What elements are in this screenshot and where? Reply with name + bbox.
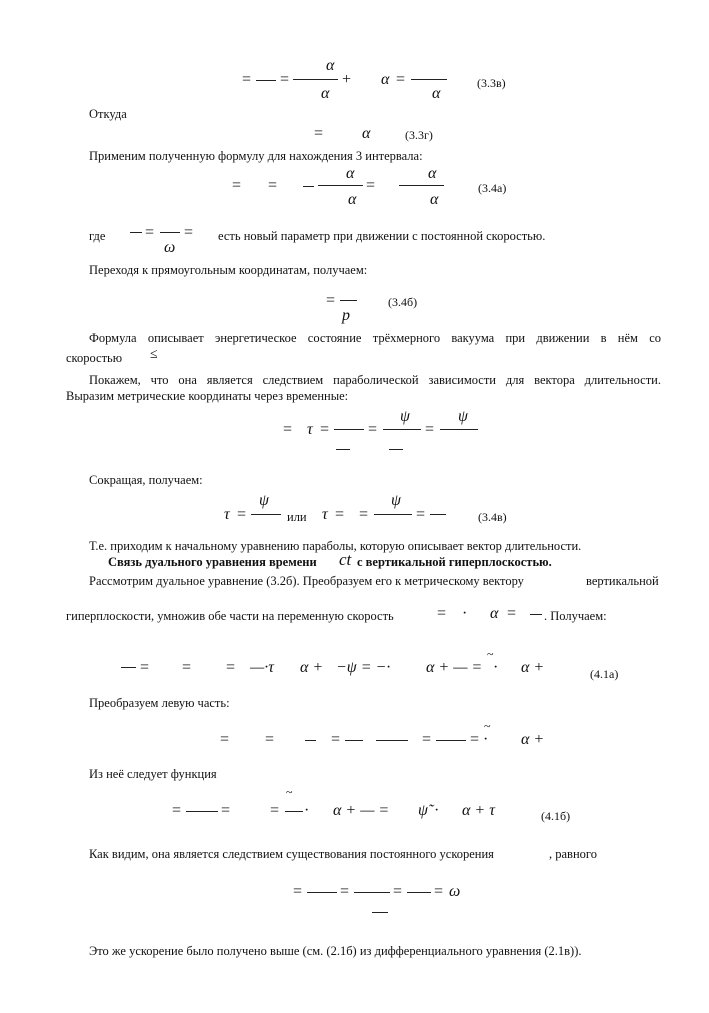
text-pokazhem-line2: Выразим метрические координаты через временные:: [66, 389, 349, 403]
text-kak-vidim-b: , равного: [549, 847, 597, 861]
eq-number-4-1b: (4.1б): [541, 809, 571, 823]
eq-4-1a-alpha-plus-1: α +: [300, 659, 324, 676]
text-sokraschaya: Сокращая, получаем:: [89, 473, 203, 487]
giper-dot: ·: [462, 605, 468, 622]
symbol-le: ≤: [150, 347, 158, 362]
eq-3-4a-minus-line: [303, 186, 314, 187]
eq-metric-sign-2: =: [320, 421, 330, 438]
eq-4-1a-line-1: [121, 667, 136, 668]
text-pokazhem-line1: Покажем, что она является следствием параболической зависимости для вектора длительности.: [89, 373, 661, 387]
text-giper-a: гиперплоскости, умножив обе части на переменную скорость: [66, 609, 394, 623]
eq-3-3v-sign-1: =: [242, 71, 252, 88]
text-otkuda: Откуда: [89, 107, 127, 121]
section-heading-a: Связь дуального уравнения времени: [108, 555, 317, 569]
text-preobrazuem: Преобразуем левую часть:: [89, 696, 230, 710]
eq-3-4v-sign-1: =: [237, 506, 247, 523]
eq-metric-psi-2: ψ: [458, 408, 468, 425]
text-perehodya: Переходя к прямоугольным координатам, получаем:: [89, 263, 368, 277]
eq-3-4a-alpha-den: α: [348, 191, 357, 208]
eq-3-4v-tau-1: τ: [224, 506, 230, 523]
eq-4-1a-dot: ·: [493, 659, 499, 676]
eq-metric-fraction-line-3: [440, 429, 478, 430]
eq-3-4b-sign: =: [326, 292, 336, 309]
eq-accel-line-3: [407, 892, 431, 893]
text-iz-nee: Из неё следует функция: [89, 767, 217, 781]
eq-number-3-4v: (3.4в): [478, 510, 507, 524]
eq-3-3v-alpha-2: α: [381, 71, 390, 88]
gde-line-1: [130, 232, 142, 233]
eq-left-line-1: [305, 740, 316, 741]
eq-accel-sign-1: =: [293, 883, 303, 900]
eq-number-3-4a: (3.4а): [478, 181, 507, 195]
eq-accel-sign-2: =: [340, 883, 350, 900]
eq-left-sign-3: =: [331, 731, 341, 748]
eq-metric-sign-3: =: [368, 421, 378, 438]
eq-number-3-3g: (3.3г): [405, 128, 433, 142]
eq-3-4a-alpha-den-2: α: [430, 191, 439, 208]
text-te: Т.е. приходим к начальному уравнению параболы, которую описывает вектор длительности.: [89, 539, 582, 553]
eq-4-1b-dot: ·: [304, 802, 310, 819]
eq-3-3g-sign: =: [314, 125, 324, 142]
section-heading-ct: ct: [339, 550, 352, 569]
eq-3-4v-sign-2: =: [335, 506, 345, 523]
eq-4-1b-sign-2: =: [221, 802, 231, 819]
eq-4-1b-dot-2: ·: [434, 802, 440, 819]
eq-3-4b-fraction-line: [340, 300, 357, 301]
eq-3-3v-fraction-line-2: [411, 79, 447, 80]
eq-accel-sign-3: =: [393, 883, 403, 900]
eq-3-3v-fraction-line-1: [293, 79, 338, 80]
eq-metric-sign-4: =: [425, 421, 435, 438]
eq-4-1a-tilde: ~: [487, 647, 494, 661]
eq-3-3v-alpha-num: α: [326, 57, 335, 74]
eq-left-sign-4: =: [422, 731, 432, 748]
eq-3-4v-psi-1: ψ: [259, 492, 269, 509]
text-rassmotrim-a: Рассмотрим дуальное уравнение (3.2б). Преобразуем его к метрическому вектору: [89, 574, 524, 588]
eq-left-eq-dot: = ·: [470, 731, 489, 748]
eq-4-1a-sign-1: =: [140, 659, 150, 676]
section-heading-b: с вертикальной гиперплоскостью.: [357, 555, 552, 569]
eq-4-1b-alpha-plus-tau: α + τ: [462, 802, 495, 819]
eq-3-4v-sign-3: =: [359, 506, 369, 523]
gde-sign-2: =: [184, 224, 194, 241]
eq-metric-fraction-line-1: [334, 429, 364, 430]
giper-sign-1: =: [437, 605, 447, 622]
eq-metric-psi-1: ψ: [400, 408, 410, 425]
eq-accel-den-line: [372, 912, 388, 913]
eq-3-3v-sign-2: =: [280, 71, 290, 88]
eq-3-4v-psi-2: ψ: [391, 492, 401, 509]
eq-4-1a-alpha-plus-2: α +: [521, 659, 545, 676]
eq-left-sign-1: =: [220, 731, 230, 748]
eq-4-1a-dot-tau: —·τ: [250, 659, 274, 676]
eq-4-1b-alpha-plus-eq: α + — =: [333, 802, 390, 819]
eq-3-4v-fraction-line-2: [374, 514, 412, 515]
eq-metric-sign-1: =: [283, 421, 293, 438]
eq-4-1b-line-1: [186, 811, 218, 812]
eq-4-1b-line-2: [285, 811, 303, 812]
eq-number-3-4b: (3.4б): [388, 295, 418, 309]
gde-sign-1: =: [145, 224, 155, 241]
eq-4-1b-sign-1: =: [172, 802, 182, 819]
eq-3-3v-alpha-den-2: α: [432, 85, 441, 102]
eq-3-3v-plus: +: [342, 71, 352, 88]
eq-metric-den-line-1: [336, 449, 350, 450]
text-gde-rest: есть новый параметр при движении с постоянной скоростью.: [218, 229, 546, 243]
eq-3-4v-fraction-line-3: [430, 514, 446, 515]
text-formula-line2: скоростью: [66, 351, 123, 365]
eq-left-sign-2: =: [265, 731, 275, 748]
eq-accel-line-1: [307, 892, 337, 893]
eq-3-4v-fraction-line-1: [251, 514, 281, 515]
eq-3-4a-fraction-line-2: [399, 185, 444, 186]
text-gde: где: [89, 229, 106, 243]
gde-omega: ω: [164, 239, 176, 256]
eq-3-4a-sign-3: =: [366, 177, 376, 194]
eq-4-1a-alpha-plus-eq: α + — =: [426, 659, 483, 676]
text-formula-line1: Формула описывает энергетическое состояние трёхмерного вакуума при движении в нём со: [89, 331, 661, 345]
text-kak-vidim-a: Как видим, она является следствием существования постоянного ускорения: [89, 847, 494, 861]
eq-metric-tau: τ: [307, 421, 313, 438]
eq-accel-line-2: [354, 892, 390, 893]
eq-left-line-2: [345, 740, 363, 741]
eq-3-4a-alpha-num-2: α: [428, 165, 437, 182]
text-giper-b: . Получаем:: [544, 609, 607, 623]
gde-fraction-line: [160, 232, 180, 233]
eq-accel-sign-4: =: [434, 883, 444, 900]
eq-left-line-3: [376, 740, 408, 741]
eq-3-4v-tau-2: τ: [322, 506, 328, 523]
eq-left-line-4: [436, 740, 466, 741]
text-rassmotrim-b: вертикальной: [586, 574, 659, 588]
text-ili: или: [287, 510, 307, 524]
eq-4-1a-psi-part: −ψ = −·: [336, 659, 391, 676]
eq-left-tilde: ~: [484, 719, 491, 733]
eq-3-3v-alpha-den: α: [321, 85, 330, 102]
eq-3-4b-p: p: [342, 307, 350, 324]
eq-4-1b-psi-tilde: ψ̃: [418, 802, 428, 819]
eq-3-4a-sign-2: =: [268, 177, 278, 194]
eq-3-4a-fraction-line-1: [318, 185, 363, 186]
text-primenim: Применим полученную формулу для нахождения 3 интервала:: [89, 149, 423, 163]
giper-alpha: α: [490, 605, 499, 622]
eq-left-alpha-plus: α +: [521, 731, 545, 748]
eq-3-4v-sign-4: =: [416, 506, 426, 523]
eq-metric-fraction-line-2: [383, 429, 421, 430]
eq-4-1a-sign-2: =: [182, 659, 192, 676]
giper-short-line: [530, 614, 542, 615]
eq-3-3v-short-line: [256, 80, 276, 81]
eq-3-3g-alpha: α: [362, 125, 371, 142]
eq-number-3-3v: (3.3в): [477, 76, 506, 90]
eq-3-4a-alpha-num: α: [346, 165, 355, 182]
eq-number-4-1a: (4.1а): [590, 667, 619, 681]
eq-4-1a-sign-3: =: [226, 659, 236, 676]
eq-3-4a-sign-1: =: [232, 177, 242, 194]
eq-accel-omega: ω: [449, 883, 461, 900]
eq-4-1b-tilde-top: ~: [286, 785, 293, 799]
text-eto-zhe: Это же ускорение было получено выше (см. (2.1б) из дифференциального уравнения (2.1в)).: [89, 944, 582, 958]
eq-4-1b-sign-3: =: [270, 802, 280, 819]
eq-metric-den-line-2: [389, 449, 403, 450]
giper-sign-2: =: [507, 605, 517, 622]
eq-3-3v-sign-3: =: [396, 71, 406, 88]
